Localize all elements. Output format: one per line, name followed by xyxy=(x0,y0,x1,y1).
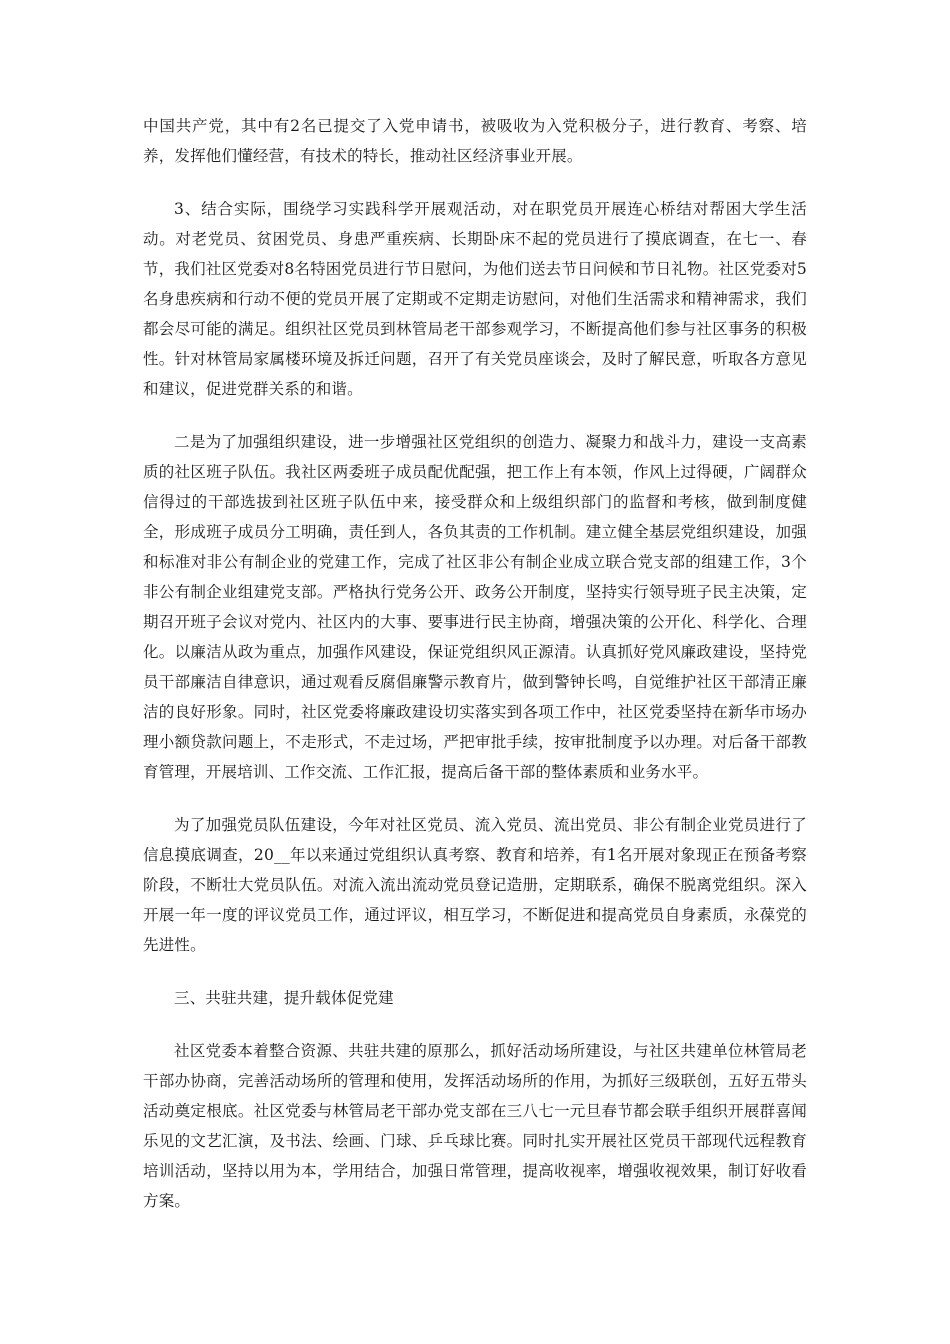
paragraph-5: 社区党委本着整合资源、共驻共建的原那么，抓好活动场所建设，与社区共建单位林管局老干部办协商，完善活动场所的管理和使用，发挥活动场所的作用，为抓好三级联创，五好五带头活动奠定根底。社区党委与林管局老干部办党支部在三八七一元旦春节都会联手组织开展群喜闻乐见的文艺汇演，及书法、绘画、门球、乒乓球比赛。同时扎实开展社区党员干部现代远程教育培训活动，坚持以用为本，学用结合，加强日常管理，提高收视率，增强收视效果，制订好收看方案。 xyxy=(143,1042,807,1210)
paragraph-3: 二是为了加强组织建设，进一步增强社区党组织的创造力、凝聚力和战斗力，建设一支高素质的社区班子队伍。我社区两委班子成员配优配强，把工作上有本领，作风上过得硬，广阔群众信得过的干部选拔到社区班子队伍中来，接受群众和上级组织部门的监督和考核，做到制度健全，形成班子成员分工明确，责任到人，各负其责的工作机制。建立健全基层党组织建设，加强和标准对非公有制企业的党建工作，完成了社区非公有制企业成立联合党支部的组建工作，3个非公有制企业组建党支部。严格执行党务公开、政务公开制度，坚持实行领导班子民主决策，定期召开班子会议对党内、社区内的大事、要事进行民主协商，增强决策的公开化、科学化、合理化。以廉洁从政为重点，加强作风建设，保证党组织风正源清。认真抓好党风廉政建设，坚持党员干部廉洁自律意识，通过观看反腐倡廉警示教育片，做到警钟长鸣，自觉维护社区干部清正廉洁的良好形象。同时，社区党委将廉政建设切实落实到各项工作中，社区党委坚持在新华市场办理小额贷款问题上，不走形式，不走过场，严把审批手续，按审批制度予以办理。对后备干部教育管理，开展培训、工作交流、工作汇报，提高后备干部的整体素质和业务水平。 xyxy=(143,433,807,781)
paragraph-4: 为了加强党员队伍建设，今年对社区党员、流入党员、流出党员、非公有制企业党员进行了信息摸底调查，20__年以来通过党组织认真考察、教育和培养，有1名开展对象现正在预备考察阶段，不断壮大党员队伍。对流入流出流动党员登记造册，定期联系，确保不脱离党组织。深入开展一年一度的评议党员工作，通过评议，相互学习，不断促进和提高党员自身素质，永葆党的先进性。 xyxy=(143,816,807,954)
document-page xyxy=(143,111,807,1239)
section-heading: 三、共驻共建，提升载体促党建 xyxy=(174,989,394,1007)
paragraph-1: 中国共产党，其中有2名已提交了入党申请书，被吸收为入党积极分子，进行教育、考察、培养，发挥他们懂经营，有技术的特长，推动社区经济事业开展。 xyxy=(143,117,807,165)
paragraph-2: 3、结合实际，围绕学习实践科学开展观活动，对在职党员开展连心桥结对帮困大学生活动。对老党员、贫困党员、身患严重疾病、长期卧床不起的党员进行了摸底调查，在七一、春节，我们社区党委对8名特困党员进行节日慰问，为他们送去节日问候和节日礼物。社区党委对5名身患疾病和行动不便的党员开展了定期或不定期走访慰问，对他们生活需求和精神需求，我们都会尽可能的满足。组织社区党员到林管局老干部参观学习，不断提高他们参与社区事务的积极性。针对林管局家属楼环境及拆迁问题，召开了有关党员座谈会，及时了解民意，听取各方意见和建议，促进党群关系的和谐。 xyxy=(143,200,807,398)
